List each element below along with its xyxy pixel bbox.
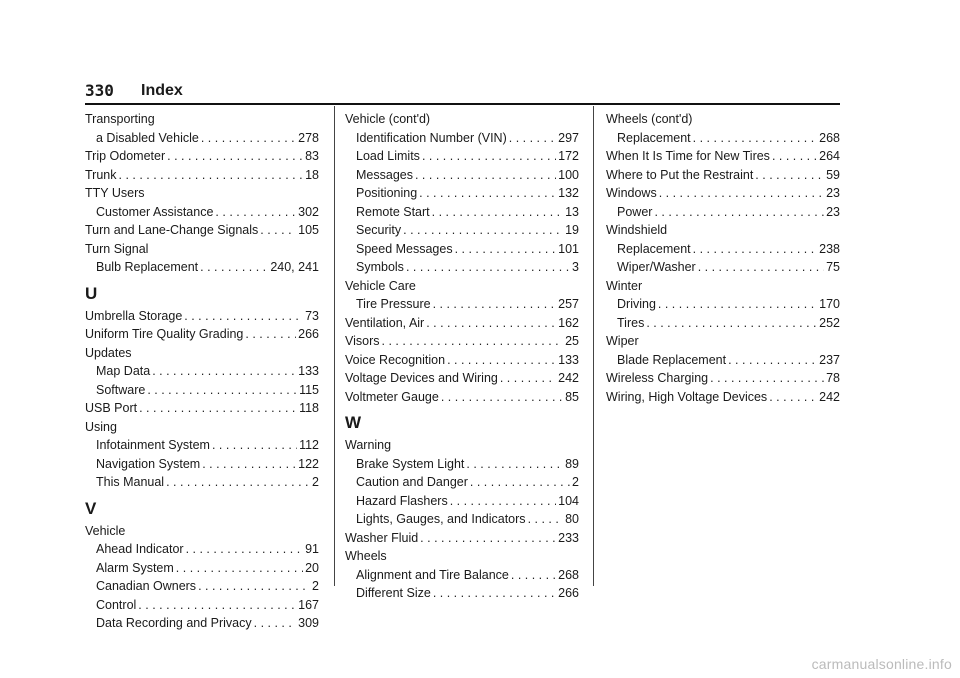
entry-page-ref: 118	[299, 401, 319, 415]
dot-leader	[450, 492, 556, 511]
entry-term: Data Recording and Privacy	[96, 616, 252, 630]
index-subentry	[85, 473, 319, 492]
dot-leader	[198, 577, 310, 596]
entry-term: Replacement	[617, 241, 691, 256]
dot-leader	[693, 129, 817, 148]
entry-term: Load Limits	[356, 149, 420, 163]
entry-page-ref: 20	[305, 560, 319, 575]
entry-page-ref: 297	[558, 130, 579, 145]
entry-page-ref: 302	[298, 204, 319, 219]
index-heading: Warning	[345, 438, 392, 452]
dot-leader	[420, 529, 556, 548]
entry-page-ref: 19	[565, 223, 579, 237]
dot-leader	[147, 381, 297, 400]
entry-page-ref: 133	[298, 364, 319, 378]
index-subentry	[345, 147, 579, 166]
index-subentry	[85, 258, 319, 277]
dot-leader	[658, 295, 817, 314]
index-heading: Wiper	[606, 334, 639, 348]
entry-term: Infotainment System	[96, 438, 210, 452]
index-subentry	[85, 596, 319, 615]
dot-leader	[426, 314, 556, 333]
page-header	[85, 81, 840, 105]
entry-term: Brake System Light	[356, 456, 465, 471]
index-subentry	[85, 559, 319, 578]
index-entry	[345, 314, 579, 333]
entry-term: Blade Replacement	[617, 352, 727, 367]
index-subentry	[345, 221, 579, 240]
dot-leader	[422, 147, 556, 166]
index-subentry	[345, 166, 579, 185]
dot-leader	[212, 436, 297, 455]
entry-term: Security	[356, 223, 402, 237]
entry-term: Driving	[617, 297, 656, 311]
entry-term: Power	[617, 204, 653, 219]
dot-leader	[202, 455, 296, 474]
dot-leader	[728, 351, 817, 370]
entry-page-ref: 89	[565, 456, 579, 471]
entry-term: Bulb Replacement	[96, 260, 199, 274]
index-heading: Winter	[606, 278, 643, 293]
index-subentry	[85, 362, 319, 381]
index-entry	[606, 166, 840, 185]
entry-term: Lights, Gauges, and Indicators	[356, 512, 526, 526]
index-entry	[345, 529, 579, 548]
entry-page-ref: 3	[572, 260, 579, 274]
entry-page-ref: 167	[298, 597, 319, 612]
dot-leader	[693, 240, 817, 259]
entry-page-ref: 172	[558, 149, 579, 163]
entry-term: USB Port	[85, 401, 138, 415]
index-column-2	[345, 110, 579, 603]
index-subentry	[85, 381, 319, 400]
entry-page-ref: 75	[826, 260, 840, 274]
entry-term: Ventilation, Air	[345, 315, 425, 330]
dot-leader	[166, 473, 310, 492]
entry-page-ref: 23	[826, 186, 840, 200]
dot-leader	[755, 166, 824, 185]
entry-page-ref: 112	[299, 438, 319, 452]
entry-term: Trip Odometer	[85, 149, 166, 163]
entry-term: Where to Put the Restraint	[606, 167, 754, 182]
dot-leader	[138, 596, 296, 615]
index-subentry	[606, 203, 840, 222]
entry-page-ref: 233	[558, 530, 579, 545]
index-heading: Vehicle Care	[345, 278, 416, 293]
index-heading: Wheels	[345, 549, 387, 563]
entry-page-ref: 252	[819, 315, 840, 330]
section-letter: V	[85, 498, 97, 518]
dot-leader	[245, 325, 296, 344]
index-entry	[345, 369, 579, 388]
dot-leader	[441, 388, 563, 407]
entry-term: Customer Assistance	[96, 204, 214, 219]
entry-term: Remote Start	[356, 204, 430, 219]
entry-term: Tires	[617, 315, 645, 330]
dot-leader	[176, 559, 303, 578]
entry-page-ref: 242	[819, 389, 840, 404]
entry-term: Software	[96, 382, 146, 397]
entry-page-ref: 264	[819, 149, 840, 163]
index-subentry	[345, 295, 579, 314]
index-heading: Wheels (cont'd)	[606, 112, 693, 126]
entry-term: Canadian Owners	[96, 579, 197, 593]
index-subentry	[345, 240, 579, 259]
dot-leader	[659, 184, 824, 203]
dot-leader	[710, 369, 824, 388]
entry-page-ref: 309	[298, 616, 319, 630]
index-entry	[606, 388, 840, 407]
dot-leader	[500, 369, 556, 388]
index-heading: Vehicle	[85, 523, 126, 538]
index-heading: Updates	[85, 345, 132, 360]
index-entry	[85, 325, 319, 344]
watermark: carmanualsonline.info	[811, 656, 952, 672]
entry-term: a Disabled Vehicle	[96, 130, 199, 145]
page-title: Index	[141, 82, 183, 99]
entry-term: Identification Number (VIN)	[356, 130, 507, 145]
entry-term: Trunk	[85, 167, 117, 182]
index-heading: Transporting	[85, 112, 155, 126]
entry-page-ref: 162	[558, 315, 579, 330]
index-subentry	[345, 184, 579, 203]
dot-leader	[119, 166, 304, 185]
index-subentry	[85, 455, 319, 474]
entry-term: Positioning	[356, 186, 418, 200]
entry-page-ref: 100	[558, 167, 579, 182]
entry-page-ref: 2	[572, 475, 579, 489]
dot-leader	[654, 203, 824, 222]
section-letter: U	[85, 283, 98, 303]
entry-term: Voltmeter Gauge	[345, 389, 439, 404]
entry-page-ref: 278	[298, 130, 319, 145]
entry-page-ref: 242	[558, 371, 579, 385]
index-subentry	[85, 614, 319, 633]
index-subentry	[345, 203, 579, 222]
dot-leader	[200, 258, 268, 277]
entry-term: Tire Pressure	[356, 297, 431, 311]
index-entry	[606, 184, 840, 203]
entry-page-ref: 268	[819, 130, 840, 145]
dot-leader	[186, 540, 304, 559]
entry-page-ref: 104	[558, 493, 579, 508]
entry-page-ref: 83	[305, 149, 319, 163]
index-column-1	[85, 110, 319, 633]
index-subentry	[606, 295, 840, 314]
index-heading: Windshield	[606, 223, 668, 237]
index-subentry	[85, 129, 319, 148]
index-subentry	[85, 203, 319, 222]
entry-page-ref: 237	[819, 352, 840, 367]
dot-leader	[201, 129, 296, 148]
dot-leader	[432, 203, 563, 222]
entry-page-ref: 101	[558, 241, 579, 256]
dot-leader	[511, 566, 556, 585]
index-entry	[85, 307, 319, 326]
index-subentry	[345, 455, 579, 474]
entry-term: Turn and Lane-Change Signals	[85, 223, 259, 237]
index-subentry	[345, 258, 579, 277]
dot-leader	[254, 614, 297, 633]
entry-term: Wiring, High Voltage Devices	[606, 389, 768, 404]
index-entry	[85, 399, 319, 418]
index-entry	[606, 369, 840, 388]
dot-leader	[466, 455, 563, 474]
entry-page-ref: 23	[826, 204, 840, 219]
index-subentry	[345, 566, 579, 585]
entry-term: Wiper/Washer	[617, 260, 696, 274]
entry-term: Hazard Flashers	[356, 493, 448, 508]
index-heading: Using	[85, 419, 117, 434]
index-subentry	[345, 473, 579, 492]
page-number: 330	[85, 81, 114, 100]
entry-term: This Manual	[96, 475, 165, 489]
entry-page-ref: 85	[565, 389, 579, 404]
dot-leader	[184, 307, 303, 326]
dot-leader	[698, 258, 824, 277]
entry-term: Map Data	[96, 364, 151, 378]
entry-term: Control	[96, 597, 137, 612]
dot-leader	[447, 351, 556, 370]
dot-leader	[403, 221, 563, 240]
entry-term: Alignment and Tire Balance	[356, 567, 509, 582]
entry-term: Voltage Devices and Wiring	[345, 371, 498, 385]
entry-page-ref: 78	[826, 371, 840, 385]
dot-leader	[509, 129, 556, 148]
entry-page-ref: 133	[558, 352, 579, 367]
entry-term: Windows	[606, 186, 657, 200]
entry-page-ref: 266	[558, 586, 579, 600]
index-heading: Turn Signal	[85, 241, 149, 256]
entry-page-ref: 132	[558, 186, 579, 200]
entry-page-ref: 59	[826, 167, 840, 182]
dot-leader	[772, 147, 817, 166]
section-letter: W	[345, 413, 362, 432]
index-subentry	[606, 314, 840, 333]
index-entry	[345, 388, 579, 407]
entry-page-ref: 266	[298, 327, 319, 341]
entry-page-ref: 25	[565, 334, 579, 348]
entry-page-ref: 105	[298, 223, 319, 237]
dot-leader	[646, 314, 817, 333]
entry-term: Symbols	[356, 260, 404, 274]
entry-page-ref: 238	[819, 241, 840, 256]
dot-leader	[419, 184, 556, 203]
index-subentry	[606, 240, 840, 259]
column-divider	[593, 106, 594, 586]
entry-page-ref: 91	[305, 542, 319, 556]
entry-page-ref: 122	[298, 456, 319, 471]
dot-leader	[139, 399, 297, 418]
index-subentry	[345, 510, 579, 529]
entry-page-ref: 257	[558, 297, 579, 311]
dot-leader	[455, 240, 557, 259]
index-subentry	[85, 540, 319, 559]
entry-term: Voice Recognition	[345, 352, 446, 367]
entry-page-ref: 268	[558, 567, 579, 582]
entry-page-ref: 170	[819, 297, 840, 311]
entry-term: Speed Messages	[356, 241, 453, 256]
entry-page-ref: 2	[312, 579, 319, 593]
entry-term: Caution and Danger	[356, 475, 468, 489]
entry-term: Visors	[345, 334, 380, 348]
dot-leader	[433, 295, 557, 314]
entry-term: Navigation System	[96, 456, 201, 471]
index-subentry	[85, 436, 319, 455]
index-heading: Vehicle (cont'd)	[345, 112, 431, 126]
index-subentry	[606, 351, 840, 370]
entry-page-ref: 2	[312, 475, 319, 489]
dot-leader	[260, 221, 296, 240]
index-subentry	[345, 584, 579, 603]
column-divider	[334, 106, 335, 586]
entry-page-ref: 13	[565, 204, 579, 219]
entry-page-ref: 73	[305, 308, 319, 323]
entry-term: Washer Fluid	[345, 530, 419, 545]
index-subentry	[606, 258, 840, 277]
index-subentry	[85, 577, 319, 596]
index-column-3	[606, 110, 840, 406]
dot-leader	[470, 473, 570, 492]
dot-leader	[433, 584, 556, 603]
dot-leader	[382, 332, 564, 351]
entry-page-ref: 115	[299, 382, 319, 397]
dot-leader	[769, 388, 817, 407]
entry-page-ref: 80	[565, 512, 579, 526]
index-entry	[85, 166, 319, 185]
dot-leader	[167, 147, 303, 166]
entry-term: Different Size	[356, 586, 431, 600]
index-subentry	[345, 492, 579, 511]
entry-term: When It Is Time for New Tires	[606, 149, 770, 163]
dot-leader	[215, 203, 296, 222]
index-subentry	[345, 129, 579, 148]
entry-term: Replacement	[617, 130, 691, 145]
dot-leader	[528, 510, 564, 529]
dot-leader	[152, 362, 296, 381]
dot-leader	[415, 166, 556, 185]
entry-page-ref: 18	[305, 167, 319, 182]
entry-term: Umbrella Storage	[85, 308, 183, 323]
entry-page-ref: 240, 241	[270, 260, 319, 274]
index-entry	[606, 147, 840, 166]
entry-term: Messages	[356, 167, 413, 182]
index-entry	[85, 221, 319, 240]
entry-term: Alarm System	[96, 560, 174, 575]
index-entry	[85, 147, 319, 166]
index-entry	[345, 351, 579, 370]
dot-leader	[406, 258, 570, 277]
entry-term: Uniform Tire Quality Grading	[85, 327, 244, 341]
entry-term: Ahead Indicator	[96, 542, 184, 556]
index-heading: TTY Users	[85, 186, 145, 200]
index-entry	[345, 332, 579, 351]
entry-term: Wireless Charging	[606, 371, 709, 385]
index-subentry	[606, 129, 840, 148]
